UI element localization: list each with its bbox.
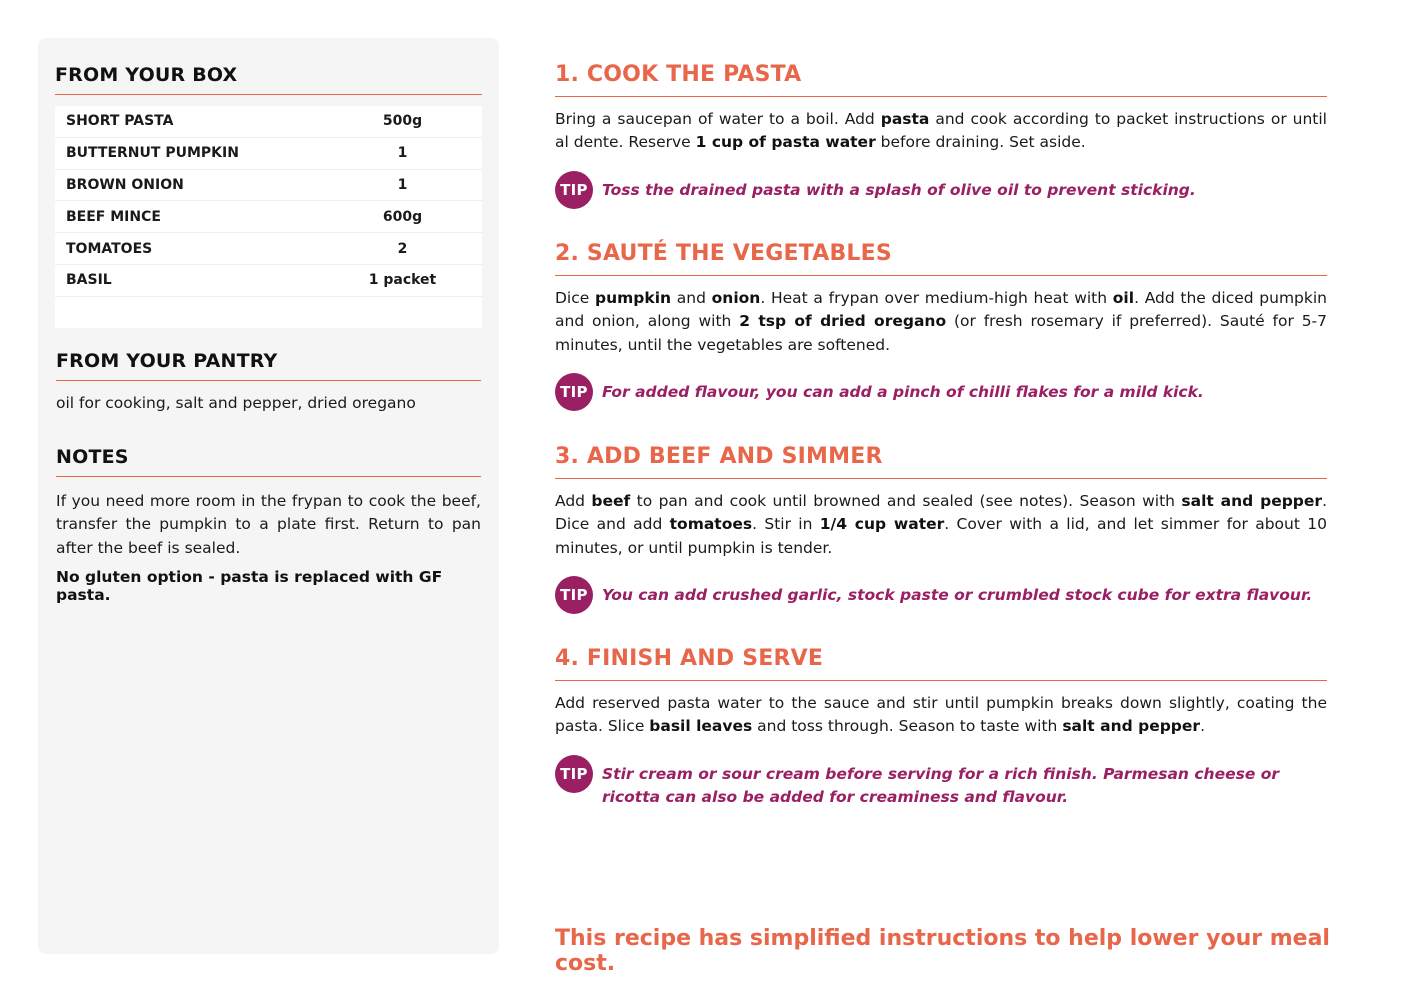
table-row [55,265,482,297]
bold-text: 1/4 cup water [819,515,945,534]
tip-badge-icon: TIP [555,373,593,411]
tip [555,171,1327,209]
tip [555,576,1327,614]
table-row [55,201,482,233]
bold-text: 1 cup of pasta water [695,133,876,152]
ingredients-sidebar [38,38,499,954]
pantry-text: oil for cooking, salt and pepper, dried oregano [56,394,416,412]
gluten-note: No gluten option - pasta is replaced with GF pasta. [56,567,443,604]
footer-note: This recipe has simplified instructions to help lower your meal cost. [555,926,1330,976]
step-1 [555,62,1327,209]
bold-text: basil leaves [649,717,753,736]
step-2 [555,241,1327,411]
tip-text: Stir cream or sour cream before serving for a rich finish. Parmesan cheese or ricotta can also be added for creaminess and flavour. [602,764,1280,806]
tip [555,755,1327,810]
tip [555,373,1327,411]
tip-badge-icon: TIP [555,755,593,793]
tip-text: For added flavour, you can add a pinch of chilli flakes for a mild kick. [602,382,1204,401]
step-body: Add beef to pan and cook until browned and sealed (see notes). Season with salt and pepper. Dice and add tomatoes. Stir in 1/4 cup water. Cover with a lid, and let simmer for about 10 minutes, or until pumpkin is tender. [555,492,1327,557]
box-heading: FROM YOUR BOX [55,64,482,95]
step-body: Dice pumpkin and onion. Heat a frypan over medium-high heat with oil. Add the diced pumpkin and onion, along with 2 tsp of dried oregano (or fresh rosemary if preferred). Sauté for 5-7 minutes, until the vegetables are softened. [555,289,1328,354]
table-row [55,233,482,265]
pantry-section [56,350,481,412]
step-4 [555,646,1327,809]
bold-text: tomatoes [669,515,753,534]
step-3 [555,444,1327,614]
ingredient-qty: 1 [397,176,408,193]
ingredient-name: TOMATOES [66,240,153,257]
ingredient-name: SHORT PASTA [66,113,174,130]
pantry-heading: FROM YOUR PANTRY [56,350,481,381]
tip-badge-icon: TIP [555,576,593,614]
ingredient-qty: 1 packet [368,272,437,289]
bold-text: oil [1112,289,1135,307]
tip-badge-icon: TIP [555,171,593,209]
ingredient-qty: 2 [397,240,408,257]
ingredient-name: BEEF MINCE [66,208,161,225]
step-heading: 2. SAUTÉ THE VEGETABLES [555,241,1327,276]
tip-text: You can add crushed garlic, stock paste or crumbled stock cube for extra flavour. [602,585,1313,604]
ingredient-name: BROWN ONION [66,176,184,193]
box-table [55,106,482,328]
box-section [55,64,482,328]
ingredient-qty: 500g [382,113,423,130]
step-body: Add reserved pasta water to the sauce and stir until pumpkin breaks down slightly, coating the pasta. Slice basil leaves and toss through. Season to taste with salt and pepper. [555,694,1327,736]
ingredient-name: BASIL [66,272,112,289]
ingredient-name: BUTTERNUT PUMPKIN [66,145,239,162]
table-row [55,106,482,138]
bold-text: pasta [880,110,930,128]
notes-text: If you need more room in the frypan to cook the beef, transfer the pumpkin to a plate first. Return to pan after the beef is sealed. [56,492,481,557]
ingredient-qty: 600g [382,208,423,225]
tip-text: Toss the drained pasta with a splash of olive oil to prevent sticking. [602,180,1196,199]
table-row [55,170,482,202]
ingredient-qty: 1 [397,145,408,162]
bold-text: salt and pepper [1181,492,1323,510]
step-heading: 3. ADD BEEF AND SIMMER [555,444,1327,479]
bold-text: pumpkin [595,289,672,307]
notes-heading: NOTES [56,446,481,477]
step-heading: 1. COOK THE PASTA [555,62,1327,97]
notes-section [56,446,481,604]
bold-text: 2 tsp of dried oregano [739,312,947,331]
step-heading: 4. FINISH AND SERVE [555,646,1327,681]
bold-text: salt and pepper [1062,717,1201,736]
step-body: Bring a saucepan of water to a boil. Add pasta and cook according to packet instructions or until al dente. Reserve 1 cup of pasta water before draining. Set aside. [555,110,1327,152]
bold-text: onion [711,289,761,307]
bold-text: beef [591,492,631,510]
table-row [55,138,482,170]
